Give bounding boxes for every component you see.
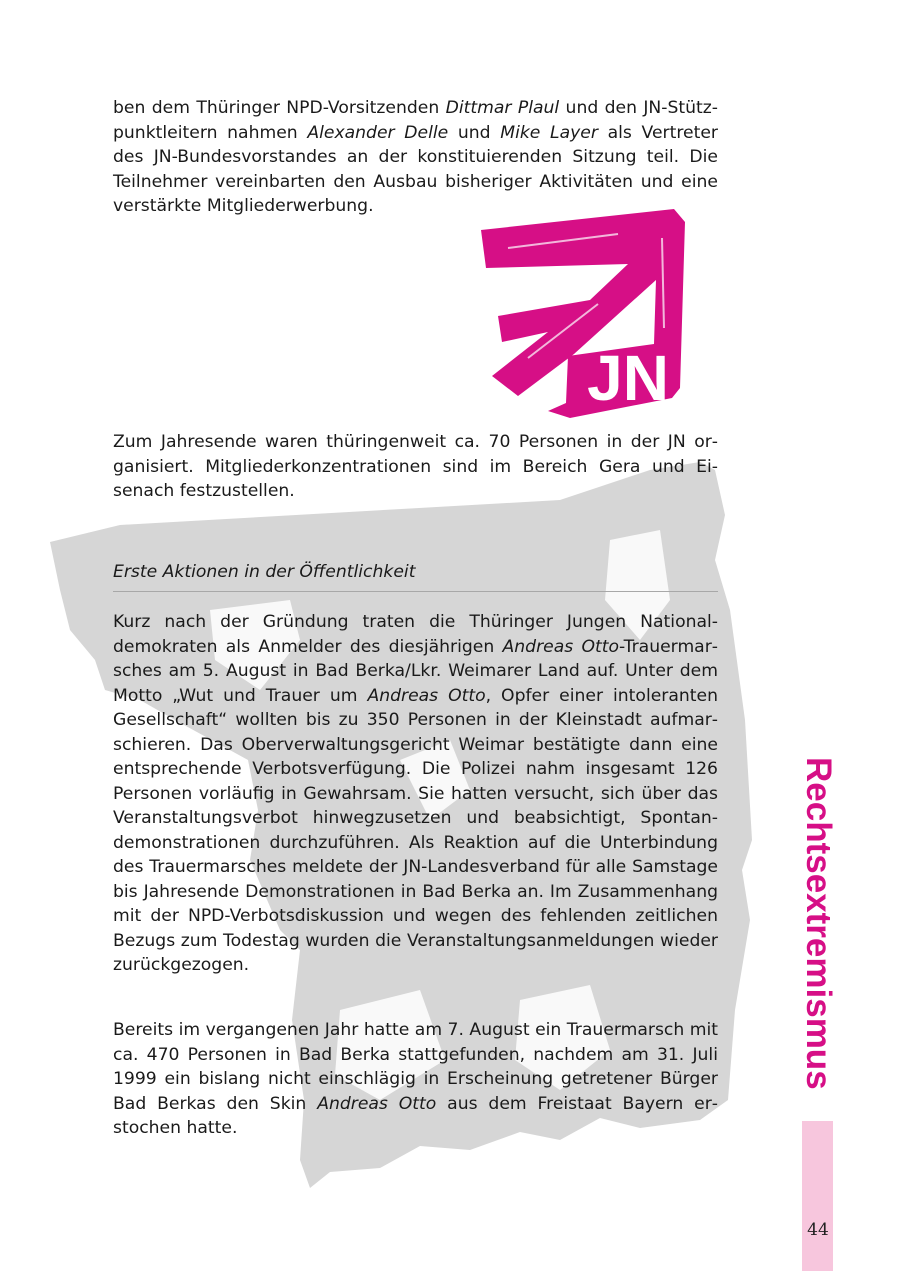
paragraph-jn-founding: ben dem Thüringer NPD-Vorsitzenden Dittmar Plaul und den JN-Stützpunktleitern nahmen Alexander Delle und Mike Layer als Vertreter des JN-Bundesvorstandes an der konstituierenden Sitzung teil. Die Teilnehmer vereinbarten den Ausbau bisheriger Aktivitäten und eine verstärkte Mitgliederwerbung. (113, 98, 718, 216)
side-section-title-text: Rechtsextremismus (799, 757, 838, 1090)
italic-name: Alexander Delle (307, 122, 449, 143)
page-number: 44 (807, 1220, 829, 1240)
section-subheading: Erste Aktionen in der Öffentlichkeit (113, 560, 718, 592)
paragraph-previous-year: Bereits im vergangenen Jahr hatte am 7. August ein Trauermarsch mit ca. 470 Personen in Bad Berka stattgefunden, nachdem am 31. Juli 1999 ein bislang nicht einschlägig in Erscheinung getretener Bürger Bad Berkas den Skin Andreas Otto aus dem Freistaat Bayern erstochen hatte. (113, 1020, 718, 1138)
italic-name: Dittmar Plaul (445, 98, 560, 118)
page-number-tab (802, 1121, 833, 1271)
side-section-title (798, 757, 838, 1090)
italic-name: Mike Layer (500, 122, 598, 143)
jn-logo-text: JN (587, 342, 669, 414)
paragraph-membership: Zum Jahresende waren thüringenweit ca. 70 Personen in der JN organisiert. Mitgliederkonzentrationen sind im Bereich Gera und Eisenach festzustellen. (113, 432, 718, 501)
paragraph-first-actions: Kurz nach der Gründung traten die Thüringer Jungen Nationaldemokraten als Anmelder des diesjährigen Andreas Otto-Trauermarsches am 5. August in Bad Berka/Lkr. Weimarer Land auf. Unter dem Motto „Wut und Trauer um Andreas Otto, Opfer einer intoleranten Gesellschaft“ wollten bis zu 350 Personen in der Kleinstadt aufmarschieren. Das Oberverwaltungsgericht Weimar bestätigte dann eine entsprechende Verbotsverfügung. Die Polizei nahm insgesamt 126 Personen vorläufig in Gewahrsam. Sie hatten versucht, sich über das Veranstaltungsverbot hinwegzusetzen und beabsichtigt, Spontandemonstrationen durchzuführen. Als Reaktion auf die Unterbindung des Trauermarsches meldete der JN-Landesverband für alle Samstage bis Jahresende Demonstrationen in Bad Berka an. Im Zusammenhang mit der NPD-Verbotsdiskussion und wegen des fehlenden zeitlichen Bezugs zum Todestag wurden die Veranstaltungsanmeldungen wieder zurückgezogen. (113, 612, 718, 975)
italic-name: Andreas Otto (502, 636, 620, 657)
jn-logo (478, 208, 690, 421)
italic-name: Andreas Otto (367, 685, 486, 706)
italic-name: Andreas Otto (317, 1093, 437, 1114)
